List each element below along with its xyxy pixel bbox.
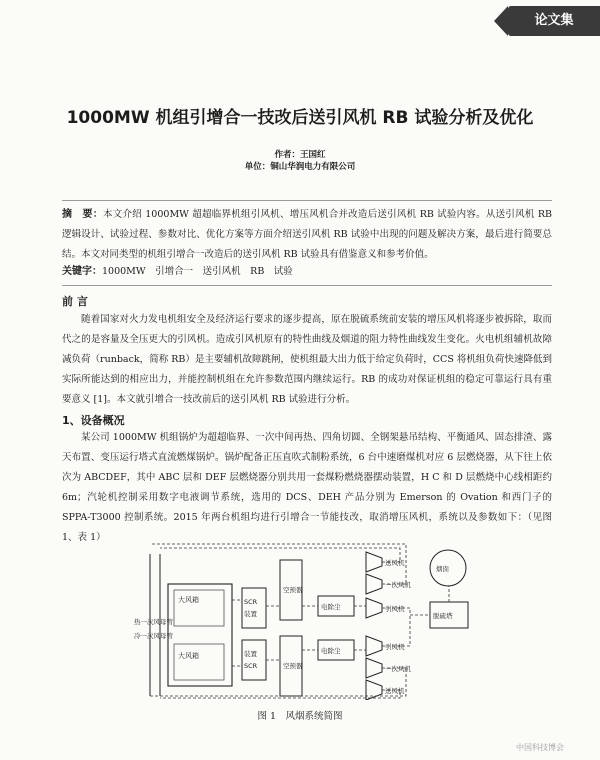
abstract-text: 本文介绍 1000MW 超超临界机组引风机、增压风机合并改造后送引风机 RB 试验内容。从送引风机 RB 逻辑设计、试验过程、参数对比、优化方案等方面介绍送引风机 RB 试验中出现的问题及解决方案，最后进行简要总结。本文对同类型的机组引增合一改造后的送引风机 RB 试验具有借鉴意义和参考价值。 (62, 209, 552, 260)
author-line: 作者：王国红 (274, 150, 326, 160)
abstract-label: 摘 要： (62, 209, 103, 220)
esp-top-label: 电除尘 (321, 603, 341, 611)
primary-air-fan-top-label: 一次风机 (385, 581, 411, 589)
forced-draft-fan-bottom-icon (366, 680, 382, 700)
svg-text:冷一次风母管: 冷一次风母管 (134, 632, 173, 640)
esp-bottom-label: 电除尘 (321, 647, 341, 655)
forced-draft-fan-top-label: 送风机 (385, 559, 405, 567)
primary-air-fan-top-icon (366, 574, 382, 594)
windbox-bottom (174, 644, 224, 680)
section1-text: 某公司 1000MW 机组锅炉为超超临界、一次中间再热、四角切圆、全钢架悬吊结构、平衡通风、固态排渣、露天布置、变压运行塔式直流燃煤锅炉。锅炉配备正压直吹式制粉系统，6 台中速磨煤机对应 6 层燃烧器，从下往上依次为 ABCDEF，其中 ABC 层和 DEF 层燃烧器分别共用一套煤粉燃烧器摆动装置，H C 和 D 层燃烧中心线相距约 6m；汽轮机控制采用数字电液调节系统，选用的 DCS、DEH 产品分别为 Emerson 的 Ovation 和西门子的 SPPA-T3000 控制系统。2015 年两台机组均进行引增合一节能技改，取消增压风机，系统以及参数如下：（见图 1、表 1） (62, 432, 553, 543)
keywords-label: 关键字： (62, 266, 102, 277)
figure-caption: 图 1 风烟系统简图 (257, 711, 343, 722)
induced-draft-fan-top-icon (366, 598, 382, 618)
footer-mark: 中国科技博会 (516, 743, 564, 752)
primary-air-fan-bottom-label: 一次风机 (385, 665, 411, 673)
forced-draft-fan-bottom-label: 送风机 (385, 687, 405, 695)
unit-line: 单位：铜山华润电力有限公司 (244, 162, 356, 172)
flue-connections (150, 544, 449, 698)
section-tag: 论文集 (508, 6, 600, 36)
scr-top-label-2: 装置 (244, 610, 257, 618)
induced-draft-fan-top-label: 引风机 (385, 605, 405, 613)
cold-air-label (134, 631, 174, 640)
induced-draft-fan-bottom-label: 引风机 (385, 643, 405, 651)
windbox-top-label: 大风箱 (178, 596, 199, 604)
section1-heading: 1、设备概况 (62, 414, 125, 427)
preface-text: 随着国家对火力发电机组安全及经济运行要求的逐步提高，原在脱硫系统前安装的增压风机将逐步被拆除，取而代之的是容量及全压更大的引风机。造成引风机原有的特性曲线及烟道的阻力特性曲线发生变化。火电机组辅机故障减负荷（runback，简称 RB）是主要辅机故障跳闸，使机组最大出力低于给定负荷时，CCS 将机组负荷快速降低到实际所能达到的相应出力，并能控制机组在允许参数范围内继续运行。RB 的成功对保证机组的稳定可靠运行具有重要意义 [1]。本文就引增合一技改前后的送引风机 RB 试验进行分析。 (62, 314, 552, 405)
primary-air-fan-bottom-icon (366, 658, 382, 678)
air-preheater-bottom-label: 空预器 (283, 662, 303, 670)
svg-text:热一次风母管: 热一次风母管 (134, 618, 173, 626)
windbox-bottom-label: 大风箱 (178, 652, 199, 660)
scr-bottom-label-2: SCR (244, 662, 258, 670)
induced-draft-fan-bottom-icon (366, 636, 382, 656)
divider-bottom (62, 285, 552, 286)
hot-air-label (134, 617, 174, 626)
paper-title: 1000MW 机组引增合一技改后送引风机 RB 试验分析及优化 (66, 108, 534, 128)
scr-bottom-label-1: 装置 (244, 650, 257, 658)
keywords-text: 1000MW 引增合一 送引风机 RB 试验 (102, 266, 293, 277)
forced-draft-fan-top-icon (366, 552, 382, 572)
air-preheater-top-label: 空预器 (283, 586, 303, 594)
preface-heading: 前 言 (62, 295, 88, 308)
scr-top-label-1: SCR (244, 598, 258, 606)
scr-bottom-box (242, 640, 266, 680)
abstract (62, 205, 552, 265)
divider-top (62, 200, 552, 201)
chimney-label: 烟囱 (436, 565, 449, 573)
scr-top-box (242, 588, 266, 628)
flue-gas-system-diagram (130, 540, 475, 700)
fgd-tower-label: 脱硫塔 (433, 612, 453, 620)
keywords (62, 262, 293, 277)
